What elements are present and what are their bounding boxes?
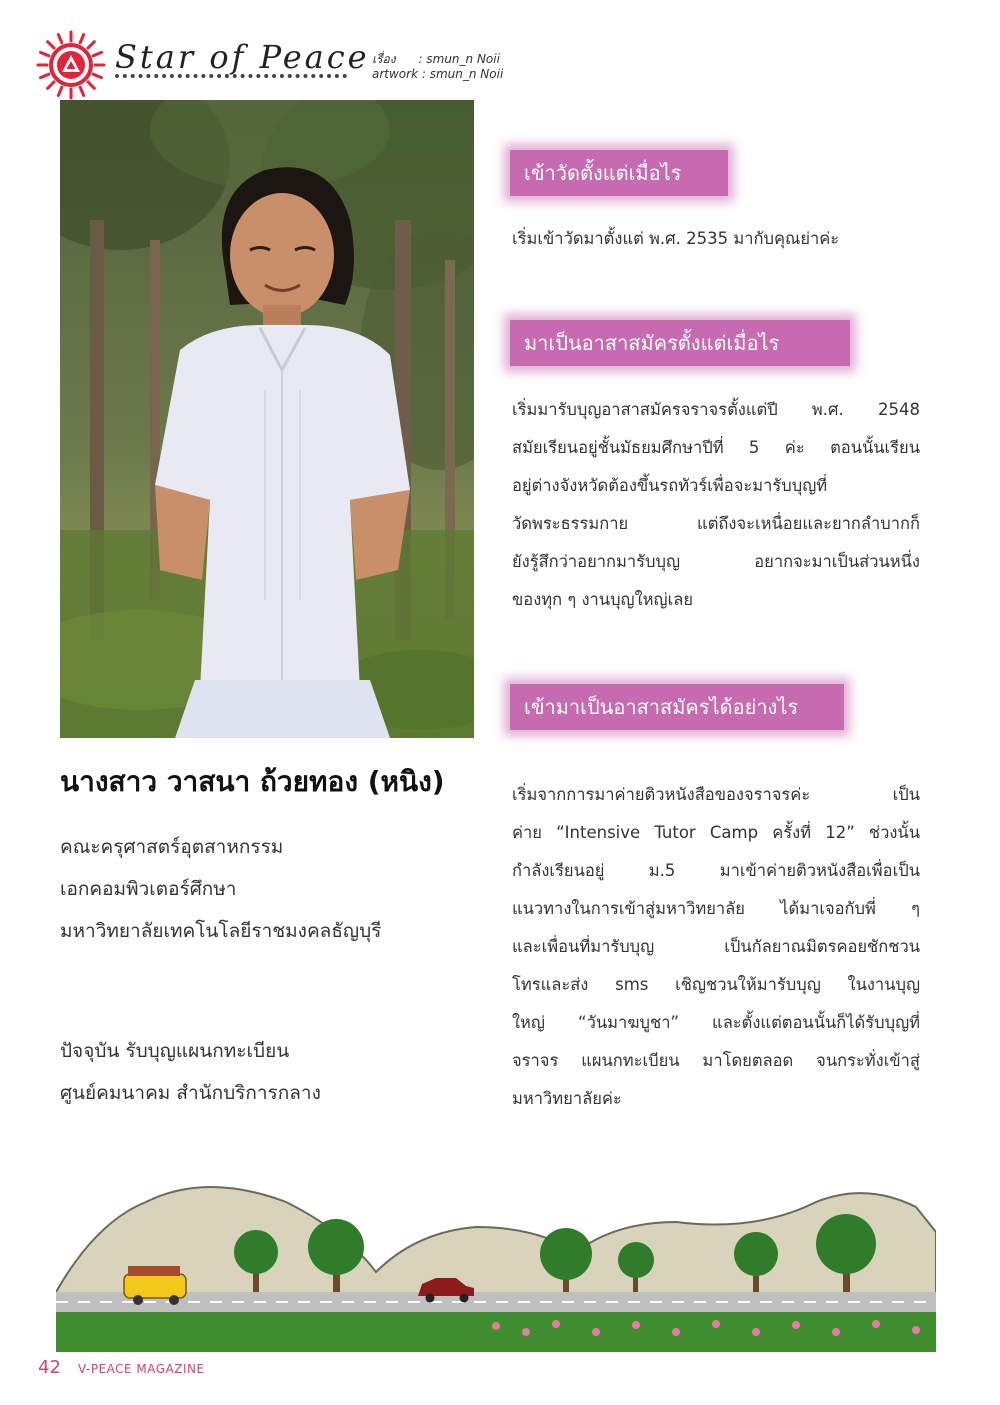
title-dotted-underline: [115, 74, 347, 78]
credits: [372, 52, 503, 82]
education-line: เอกคอมพิวเตอร์ศึกษา: [60, 878, 237, 900]
answer-1: [512, 220, 920, 258]
current-role-line: ศูนย์คมนาคม สำนักบริการกลาง: [60, 1082, 321, 1104]
answer-3-line: และเพื่อนที่มารับบุญ เป็นกัลยาณมิตรคอยชักชวน: [512, 937, 920, 956]
answer-1-line: เริ่มเข้าวัดมาตั้งแต่ พ.ศ. 2535 มากับคุณย่าค่ะ: [512, 229, 840, 248]
story-credit: : smun_n Noii: [418, 52, 500, 66]
profile-education: [60, 826, 381, 952]
magazine-name: V-PEACE MAGAZINE: [78, 1362, 205, 1376]
education-line: คณะครุศาสตร์อุตสาหกรรม: [60, 836, 284, 858]
question-3-heading: เข้ามาเป็นอาสาสมัครได้อย่างไร: [510, 684, 844, 730]
profile-name: นางสาว วาสนา ถ้วยทอง (หนิง): [60, 765, 445, 798]
answer-2: [512, 391, 920, 619]
answer-2-line: ของทุก ๆ งานบุญใหญ่เลย: [512, 590, 694, 609]
answer-2-line: สมัยเรียนอยู่ชั้นมัธยมศึกษาปีที่ 5 ค่ะ ตอนนั้นเรียน: [512, 438, 920, 457]
answer-3-line: กำลังเรียนอยู่ ม.5 มาเข้าค่ายติวหนังสือเพื่อเป็น: [512, 861, 920, 880]
current-role-line: ปัจจุบัน รับบุญแผนกทะเบียน: [60, 1040, 290, 1062]
profile-current-role: [60, 1030, 321, 1114]
question-2-heading: มาเป็นอาสาสมัครตั้งแต่เมื่อไร: [510, 320, 850, 366]
artwork-label: artwork: [372, 67, 419, 81]
story-label: เรื่อง: [372, 52, 396, 66]
answer-3-line: ค่าย “Intensive Tutor Camp ครั้งที่ 12” ช่วงนั้น: [512, 823, 920, 842]
answer-3-line: แนวทางในการเข้าสู่มหาวิทยาลัย ได้มาเจอกับพี่ ๆ: [512, 899, 920, 918]
question-1-heading: เข้าวัดตั้งแต่เมื่อไร: [510, 150, 728, 196]
answer-3: [512, 776, 920, 1118]
portrait-photo: [60, 100, 474, 738]
answer-2-line: อยู่ต่างจังหวัดต้องขึ้นรถทัวร์เพื่อจะมารับบุญที่: [512, 476, 828, 495]
star-of-peace-logo: [36, 30, 106, 100]
answer-2-line: วัดพระธรรมกาย แต่ถึงจะเหนื่อยและยากลำบากก็: [512, 514, 920, 533]
answer-2-line: เริ่มมารับบุญอาสาสมัครจราจรตั้งแต่ปี พ.ศ. 2548: [512, 400, 920, 419]
landscape-illustration: [56, 1162, 936, 1352]
column-title: Star of Peace: [115, 38, 370, 76]
answer-3-line: เริ่มจากการมาค่ายติวหนังสือของจราจรค่ะ เป็น: [512, 785, 920, 804]
answer-3-line: มหาวิทยาลัยค่ะ: [512, 1089, 622, 1108]
answer-2-line: ยังรู้สึกว่าอยากมารับบุญ อยากจะมาเป็นส่วนหนึ่ง: [512, 552, 920, 571]
answer-3-line: โทรและส่ง sms เชิญชวนให้มารับบุญ ในงานบุญ: [512, 975, 920, 994]
page-number: 42: [38, 1357, 61, 1378]
artwork-credit: : smun_n Noii: [421, 67, 504, 81]
answer-3-line: ใหญ่ “วันมาฆบูชา” และตั้งแต่ตอนนั้นก็ได้รับบุญที่: [512, 1013, 920, 1032]
answer-3-line: จราจร แผนกทะเบียน มาโดยตลอด จนกระทั่งเข้าสู่: [512, 1051, 920, 1070]
education-line: มหาวิทยาลัยเทคโนโลยีราชมงคลธัญบุรี: [60, 920, 382, 942]
